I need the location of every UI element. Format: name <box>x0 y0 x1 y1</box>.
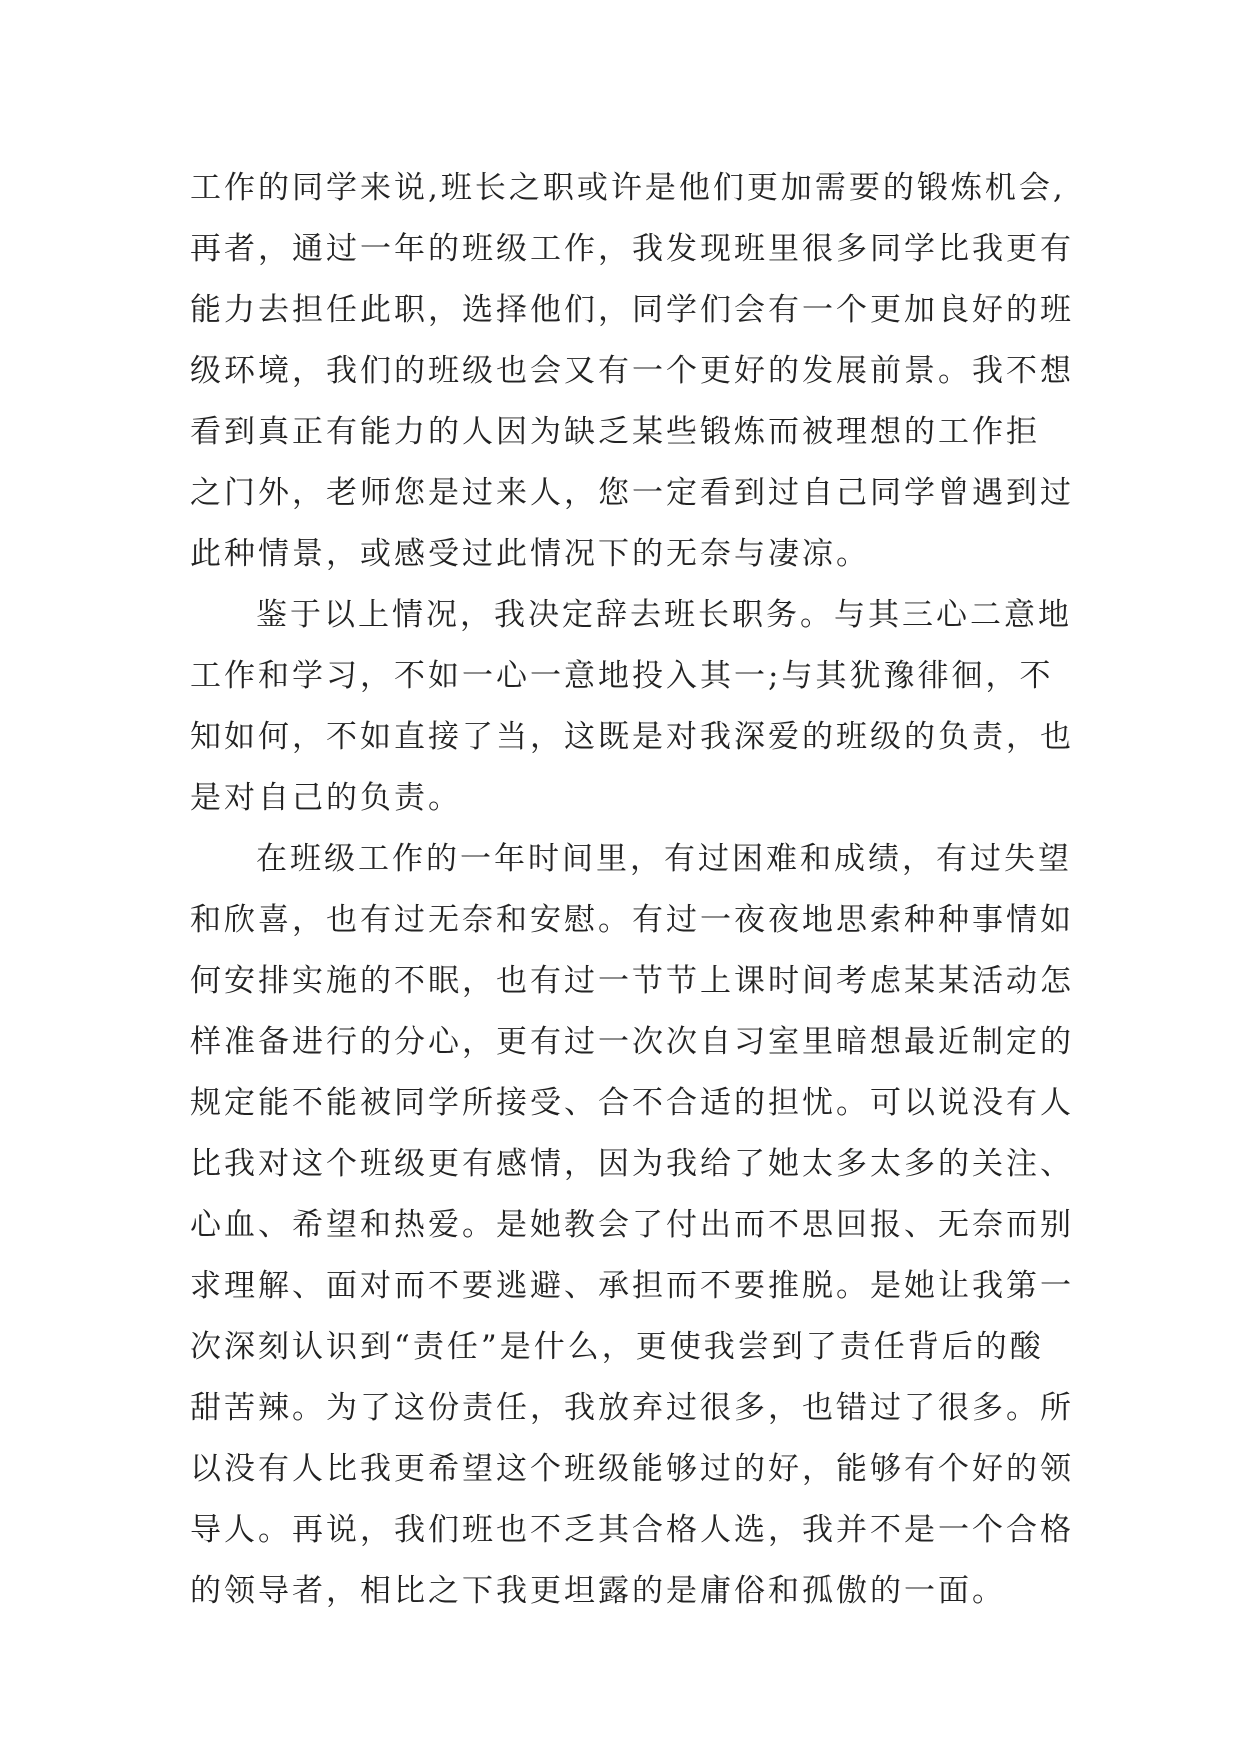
text-line: 以没有人比我更希望这个班级能够过的好，能够有个好的领 <box>190 1451 1074 1487</box>
text-line: 比我对这个班级更有感情，因为我给了她太多太多的关注、 <box>190 1146 1074 1182</box>
paragraph-reflection <box>190 829 1090 1622</box>
text-line: 心血、希望和热爱。是她教会了付出而不思回报、无奈而别 <box>190 1207 1074 1243</box>
paragraph-resignation-decision <box>190 585 1090 829</box>
text-line: 何安排实施的不眠，也有过一节节上课时间考虑某某活动怎 <box>190 963 1074 999</box>
text-line: 是对自己的负责。 <box>190 780 462 816</box>
text-line: 能力去担任此职，选择他们，同学们会有一个更加良好的班 <box>190 292 1074 328</box>
text-line: 和欣喜，也有过无奈和安慰。有过一夜夜地思索种种事情如 <box>190 902 1074 938</box>
text-line: 甜苦辣。为了这份责任，我放弃过很多，也错过了很多。所 <box>190 1390 1074 1426</box>
text-line: 规定能不能被同学所接受、合不合适的担忧。可以说没有人 <box>190 1085 1074 1121</box>
text-line: 级环境，我们的班级也会又有一个更好的发展前景。我不想 <box>190 353 1074 389</box>
text-line: 再者，通过一年的班级工作，我发现班里很多同学比我更有 <box>190 231 1074 267</box>
text-line: 工作的同学来说,班长之职或许是他们更加需要的锻炼机会, <box>190 170 1066 206</box>
body-text <box>190 158 1090 1622</box>
text-line: 求理解、面对而不要逃避、承担而不要推脱。是她让我第一 <box>190 1268 1074 1304</box>
text-line: 样准备进行的分心，更有过一次次自习室里暗想最近制定的 <box>190 1024 1074 1060</box>
text-line: 鉴于以上情况，我决定辞去班长职务。与其三心二意地 <box>256 597 1072 633</box>
text-line: 工作和学习，不如一心一意地投入其一;与其犹豫徘徊，不 <box>190 658 1054 694</box>
text-line: 此种情景，或感受过此情况下的无奈与凄凉。 <box>190 536 870 572</box>
text-line: 的领导者，相比之下我更坦露的是庸俗和孤傲的一面。 <box>190 1573 1006 1609</box>
text-line: 之门外，老师您是过来人，您一定看到过自己同学曾遇到过 <box>190 475 1074 511</box>
text-line: 知如何，不如直接了当，这既是对我深爱的班级的负责，也 <box>190 719 1074 755</box>
text-line: 导人。再说，我们班也不乏其合格人选，我并不是一个合格 <box>190 1512 1074 1548</box>
text-line: 在班级工作的一年时间里，有过困难和成绩，有过失望 <box>256 841 1072 877</box>
text-line: 看到真正有能力的人因为缺乏某些锻炼而被理想的工作拒 <box>190 414 1040 450</box>
paragraph-continuation <box>190 158 1090 585</box>
text-line: 次深刻认识到“责任”是什么，更使我尝到了责任背后的酸 <box>190 1329 1044 1365</box>
